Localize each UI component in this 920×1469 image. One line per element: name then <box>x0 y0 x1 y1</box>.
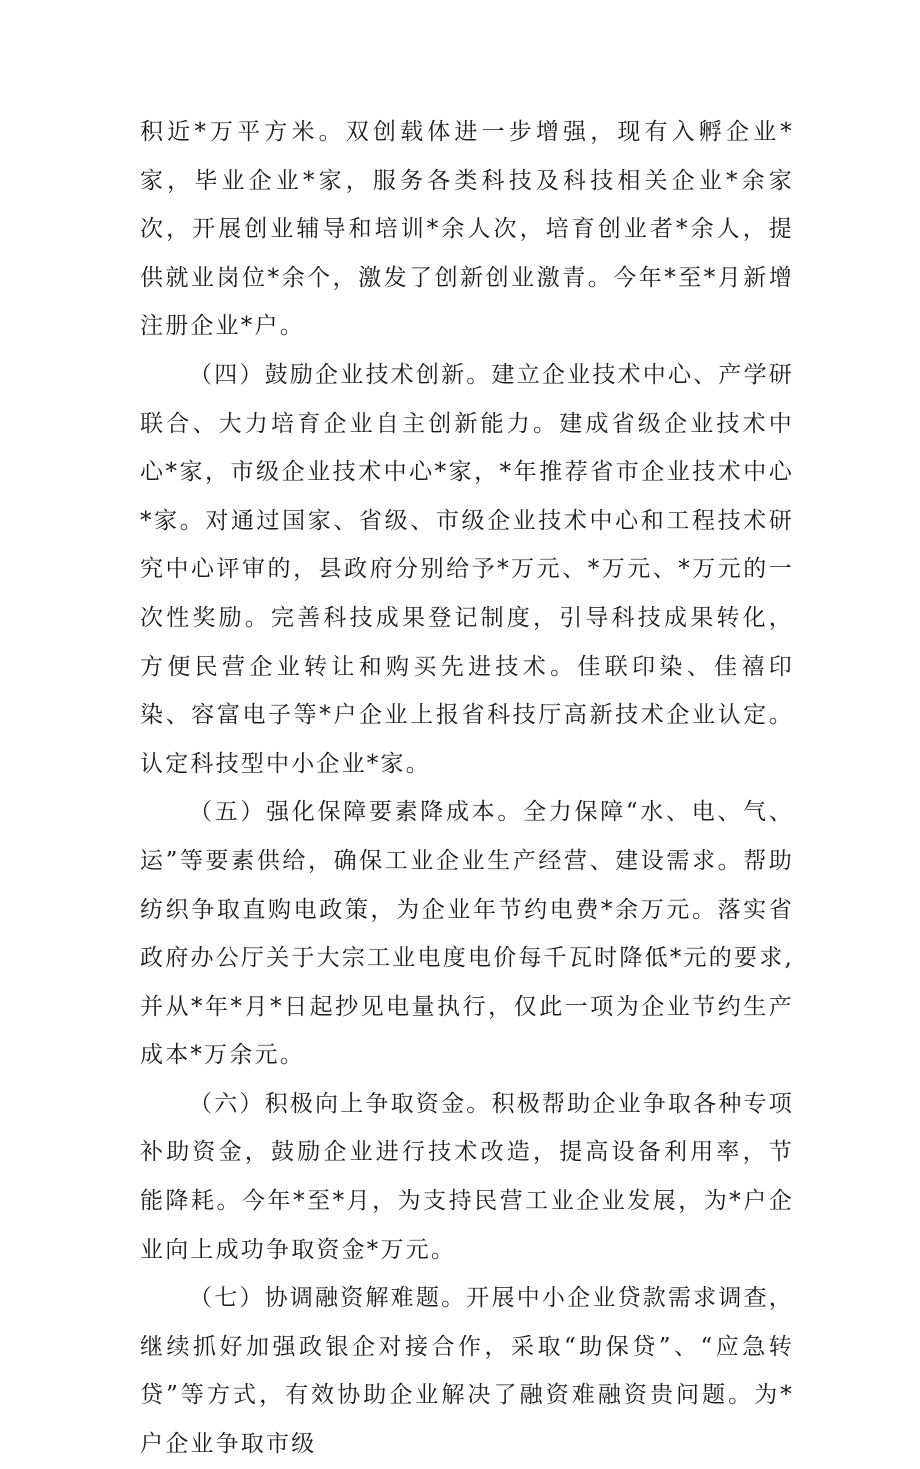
paragraph-continuation: 积近*万平方米。双创载体进一步增强，现有入孵企业*家，毕业企业*家，服务各类科技及科技相关企业*余家次，开展创业辅导和培训*余人次，培育创业者*余人，提供就业岗位*余个，激发了创新创业激青。今年*至*月新增注册企业*户。 <box>140 119 794 340</box>
document-body <box>140 108 794 1469</box>
paragraph-section-6: （六）积极向上争取资金。积极帮助企业争取各种专项补助资金，鼓励企业进行技术改造，提高设备利用率，节能降耗。今年*至*月，为支持民营工业企业发展，为*户企业向上成功争取资金*万元。 <box>140 1090 794 1263</box>
paragraph-section-7: （七）协调融资解难题。开展中小企业贷款需求调查，继续抓好加强政银企对接合作，采取“助保贷”、“应急转贷”等方式，有效协助企业解决了融资难融资贵问题。为*户企业争取市级 <box>140 1285 794 1458</box>
paragraph-section-5: （五）强化保障要素降成本。全力保障“水、电、气、运”等要素供给，确保工业企业生产经营、建设需求。帮助纺织争取直购电政策，为企业年节约电费*余万元。落实省政府办公厅关于大宗工业电度电价每千瓦时降低*元的要求,并从*年*月*日起抄见电量执行，仅此一项为企业节约生产成本*万余元。 <box>140 799 794 1069</box>
paragraph-section-4: （四）鼓励企业技术创新。建立企业技术中心、产学研联合、大力培育企业自主创新能力。建成省级企业技术中心*家，市级企业技术中心*家，*年推荐省市企业技术中心*家。对通过国家、省级、市级企业技术中心和工程技术研究中心评审的，县政府分别给予*万元、*万元、*万元的一次性奖励。完善科技成果登记制度，引导科技成果转化，方便民营企业转让和购买先进技术。佳联印染、佳禧印染、容富电子等*户企业上报省科技厅高新技术企业认定。认定科技型中小企业*家。 <box>140 361 794 777</box>
